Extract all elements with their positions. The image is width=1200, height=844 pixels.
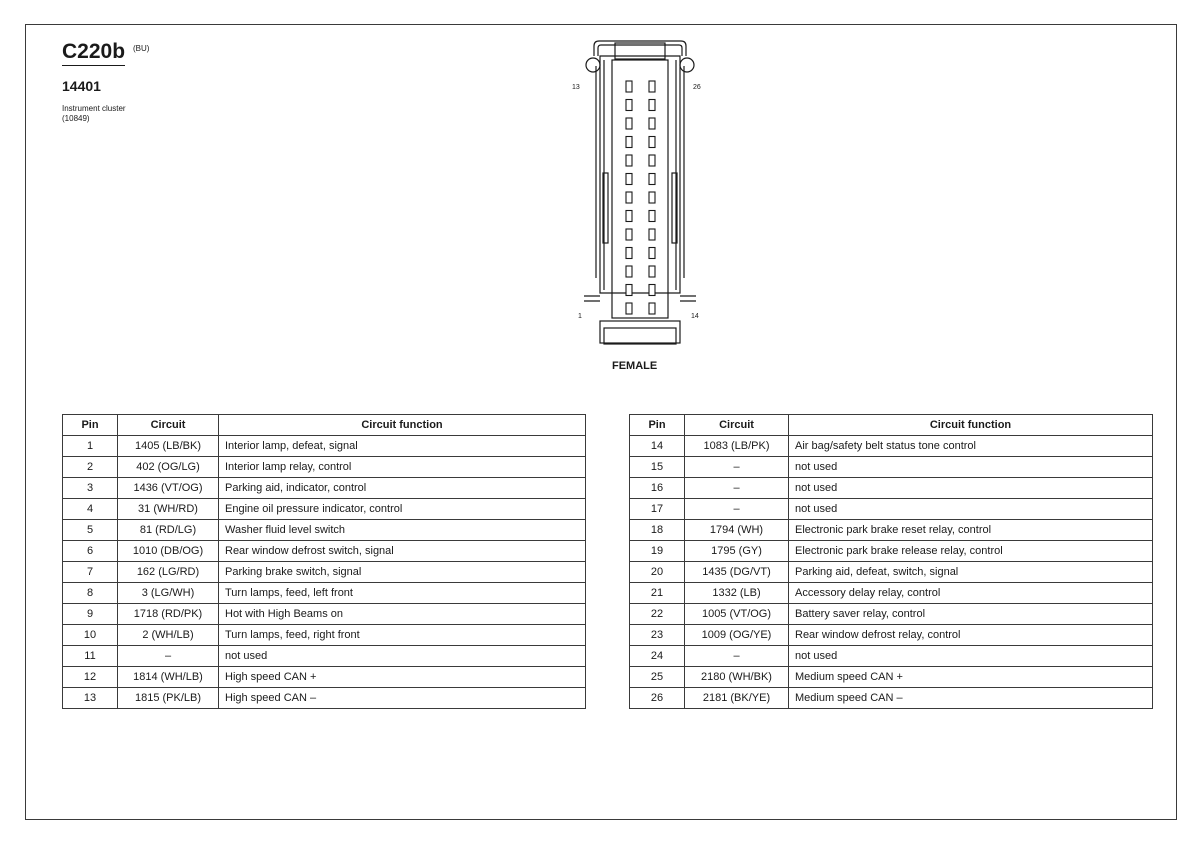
cell-circuit-function: Electronic park brake reset relay, control <box>789 520 1153 541</box>
header-pin: Pin <box>630 415 685 436</box>
pin-cavity-13 <box>626 81 632 92</box>
cell-circuit: – <box>685 478 789 499</box>
pin-cavity-18 <box>649 229 655 240</box>
table-row <box>63 562 586 583</box>
cell-pin: 2 <box>63 457 118 478</box>
table-row <box>630 499 1153 520</box>
pin-cavity-2 <box>626 285 632 296</box>
cell-circuit: 1794 (WH) <box>685 520 789 541</box>
cell-circuit: – <box>685 646 789 667</box>
cell-circuit: – <box>685 499 789 520</box>
cell-circuit: 1815 (PK/LB) <box>118 688 219 709</box>
cell-circuit-function: Parking aid, indicator, control <box>219 478 586 499</box>
cell-circuit-function: Rear window defrost relay, control <box>789 625 1153 646</box>
cell-circuit: 1332 (LB) <box>685 583 789 604</box>
connector-face-diagram <box>560 38 720 358</box>
pin-cavity-6 <box>626 211 632 222</box>
part-number: 14401 <box>62 78 101 94</box>
cell-circuit: 1009 (OG/YE) <box>685 625 789 646</box>
cell-circuit: 31 (WH/RD) <box>118 499 219 520</box>
table-row <box>63 457 586 478</box>
header-circuit: Circuit <box>118 415 219 436</box>
table-row <box>630 520 1153 541</box>
table-row <box>630 541 1153 562</box>
header-pin: Pin <box>63 415 118 436</box>
table-row <box>630 436 1153 457</box>
cell-circuit: 2 (WH/LB) <box>118 625 219 646</box>
connector-id: C220b <box>62 40 125 66</box>
table-row <box>63 583 586 604</box>
header-circuit: Circuit <box>685 415 789 436</box>
description-line: (10849) <box>62 114 90 123</box>
cell-circuit: 162 (LG/RD) <box>118 562 219 583</box>
cell-pin: 21 <box>630 583 685 604</box>
table-row <box>630 625 1153 646</box>
cell-circuit-function: Medium speed CAN – <box>789 688 1153 709</box>
cell-circuit-function: not used <box>789 499 1153 520</box>
cell-pin: 22 <box>630 604 685 625</box>
pin-cavity-25 <box>649 100 655 111</box>
cell-pin: 23 <box>630 625 685 646</box>
pin-cavity-5 <box>626 229 632 240</box>
cell-circuit: 1083 (LB/PK) <box>685 436 789 457</box>
cell-circuit: 81 (RD/LG) <box>118 520 219 541</box>
pin-cavity-15 <box>649 285 655 296</box>
pin-cavity-17 <box>649 248 655 259</box>
cell-circuit: 1718 (RD/PK) <box>118 604 219 625</box>
cell-circuit: 1436 (VT/OG) <box>118 478 219 499</box>
pin-cavity-21 <box>649 174 655 185</box>
cell-circuit: 2180 (WH/BK) <box>685 667 789 688</box>
cell-pin: 25 <box>630 667 685 688</box>
cell-circuit-function: Engine oil pressure indicator, control <box>219 499 586 520</box>
cell-circuit: 1795 (GY) <box>685 541 789 562</box>
pin-cavity-8 <box>626 174 632 185</box>
cell-pin: 19 <box>630 541 685 562</box>
pin-cavity-19 <box>649 211 655 222</box>
connector-description <box>62 104 126 124</box>
cell-circuit: 1010 (DB/OG) <box>118 541 219 562</box>
cell-pin: 11 <box>63 646 118 667</box>
pin-label-1: 1 <box>578 313 582 320</box>
cell-pin: 15 <box>630 457 685 478</box>
pin-cavity-10 <box>626 137 632 148</box>
cell-circuit-function: Turn lamps, feed, right front <box>219 625 586 646</box>
table-row <box>63 688 586 709</box>
cell-circuit-function: Parking brake switch, signal <box>219 562 586 583</box>
cell-circuit-function: Air bag/safety belt status tone control <box>789 436 1153 457</box>
cell-circuit-function: High speed CAN – <box>219 688 586 709</box>
table-header-row <box>630 415 1153 436</box>
cell-circuit-function: not used <box>789 457 1153 478</box>
pinout-table-right <box>629 414 1153 709</box>
cell-pin: 8 <box>63 583 118 604</box>
pin-label-26: 26 <box>693 84 701 91</box>
cell-circuit-function: not used <box>219 646 586 667</box>
cell-circuit: – <box>118 646 219 667</box>
pin-cavity-7 <box>626 192 632 203</box>
cell-circuit-function: Turn lamps, feed, left front <box>219 583 586 604</box>
cell-circuit: 1005 (VT/OG) <box>685 604 789 625</box>
table-row <box>63 436 586 457</box>
cell-circuit-function: Hot with High Beams on <box>219 604 586 625</box>
header-circuit-function: Circuit function <box>789 415 1153 436</box>
table-row <box>630 562 1153 583</box>
pinout-table-left <box>62 414 586 709</box>
cell-pin: 10 <box>63 625 118 646</box>
table-row <box>63 499 586 520</box>
cell-circuit: – <box>685 457 789 478</box>
table-row <box>630 667 1153 688</box>
cell-circuit: 402 (OG/LG) <box>118 457 219 478</box>
view-label: FEMALE <box>612 360 658 372</box>
pin-cavity-20 <box>649 192 655 203</box>
cell-circuit: 2181 (BK/YE) <box>685 688 789 709</box>
cell-circuit: 1814 (WH/LB) <box>118 667 219 688</box>
table-row <box>630 604 1153 625</box>
cell-circuit-function: Parking aid, defeat, switch, signal <box>789 562 1153 583</box>
header-circuit-function: Circuit function <box>219 415 586 436</box>
pin-cavity-22 <box>649 155 655 166</box>
pin-cavity-1 <box>626 303 632 314</box>
table-row <box>63 604 586 625</box>
cell-circuit-function: Accessory delay relay, control <box>789 583 1153 604</box>
pin-cavity-23 <box>649 137 655 148</box>
cell-pin: 5 <box>63 520 118 541</box>
table-row <box>630 688 1153 709</box>
cell-circuit-function: Interior lamp relay, control <box>219 457 586 478</box>
pin-cavity-14 <box>649 303 655 314</box>
cell-pin: 16 <box>630 478 685 499</box>
table-row <box>630 457 1153 478</box>
cell-circuit-function: Rear window defrost switch, signal <box>219 541 586 562</box>
pin-cavity-11 <box>626 118 632 129</box>
cell-pin: 1 <box>63 436 118 457</box>
table-row <box>630 478 1153 499</box>
cell-pin: 26 <box>630 688 685 709</box>
connector-color: (BU) <box>133 44 150 53</box>
cell-pin: 18 <box>630 520 685 541</box>
cell-pin: 9 <box>63 604 118 625</box>
cell-circuit-function: Medium speed CAN + <box>789 667 1153 688</box>
table-row <box>63 625 586 646</box>
pin-cavity-4 <box>626 248 632 259</box>
pin-label-13: 13 <box>572 84 580 91</box>
pin-cavity-16 <box>649 266 655 277</box>
pin-cavity-3 <box>626 266 632 277</box>
cell-circuit-function: not used <box>789 646 1153 667</box>
cell-pin: 24 <box>630 646 685 667</box>
cell-circuit-function: not used <box>789 478 1153 499</box>
cell-pin: 17 <box>630 499 685 520</box>
description-line: Instrument cluster <box>62 104 126 113</box>
table-row <box>630 646 1153 667</box>
table-row <box>63 520 586 541</box>
cell-pin: 13 <box>63 688 118 709</box>
cell-pin: 14 <box>630 436 685 457</box>
table-row <box>63 667 586 688</box>
table-row <box>63 646 586 667</box>
cell-pin: 12 <box>63 667 118 688</box>
cell-circuit-function: Washer fluid level switch <box>219 520 586 541</box>
cell-circuit-function: High speed CAN + <box>219 667 586 688</box>
cell-circuit: 1405 (LB/BK) <box>118 436 219 457</box>
cell-pin: 3 <box>63 478 118 499</box>
pin-label-14: 14 <box>691 313 699 320</box>
cell-circuit: 1435 (DG/VT) <box>685 562 789 583</box>
cell-circuit-function: Interior lamp, defeat, signal <box>219 436 586 457</box>
cell-pin: 4 <box>63 499 118 520</box>
cell-pin: 7 <box>63 562 118 583</box>
cell-pin: 20 <box>630 562 685 583</box>
pin-cavity-9 <box>626 155 632 166</box>
pin-cavity-26 <box>649 81 655 92</box>
table-row <box>63 478 586 499</box>
cell-pin: 6 <box>63 541 118 562</box>
cell-circuit-function: Battery saver relay, control <box>789 604 1153 625</box>
cell-circuit: 3 (LG/WH) <box>118 583 219 604</box>
table-row <box>63 541 586 562</box>
table-header-row <box>63 415 586 436</box>
pin-cavity-12 <box>626 100 632 111</box>
table-row <box>630 583 1153 604</box>
pin-cavity-24 <box>649 118 655 129</box>
cell-circuit-function: Electronic park brake release relay, control <box>789 541 1153 562</box>
